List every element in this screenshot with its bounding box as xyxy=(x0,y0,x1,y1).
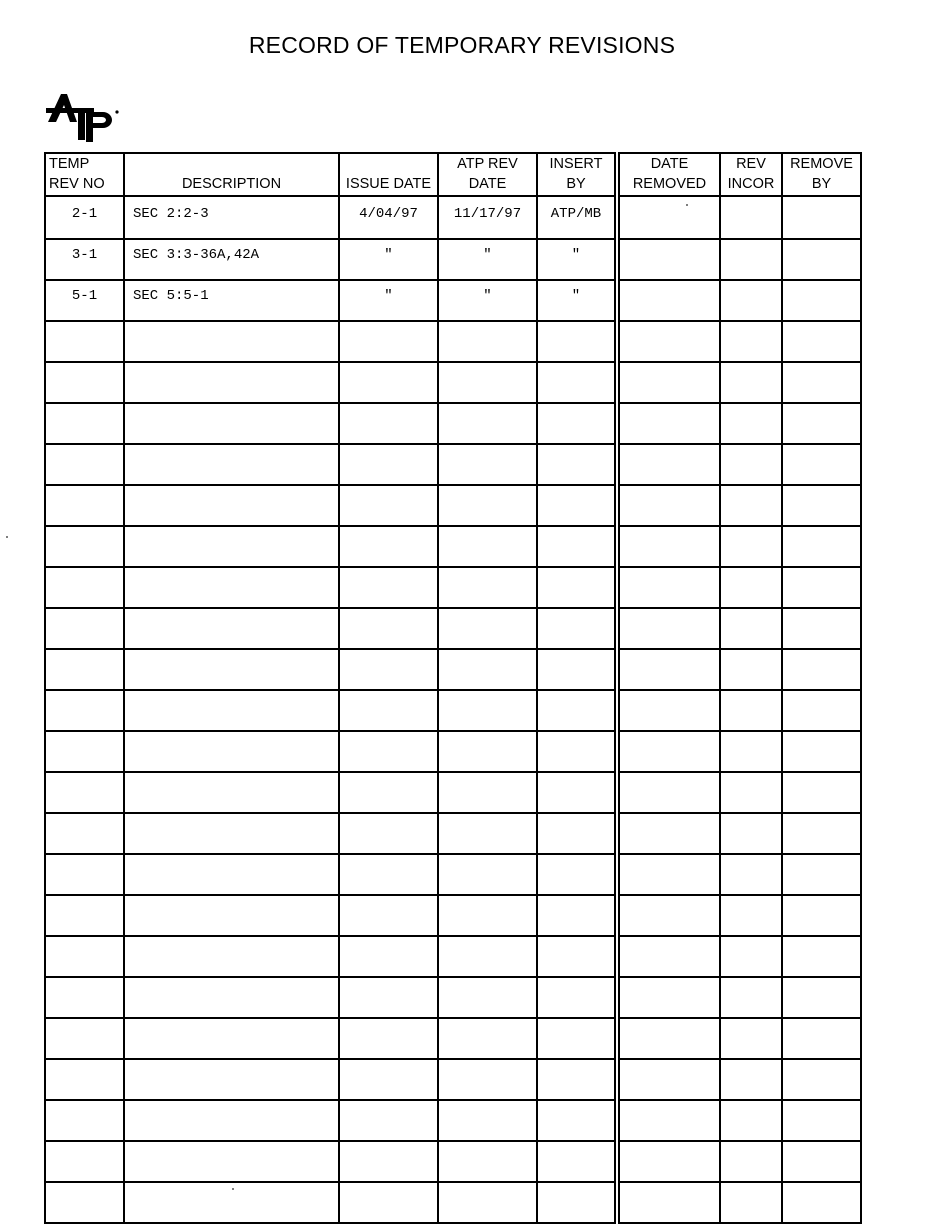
cell-issue-date xyxy=(339,526,438,567)
cell-temp-rev-no xyxy=(45,1059,124,1100)
cell-temp-rev-no xyxy=(45,608,124,649)
cell-issue-date xyxy=(339,895,438,936)
cell-rev-incor xyxy=(720,196,782,239)
cell-insert-by xyxy=(537,936,617,977)
table-row xyxy=(45,280,861,321)
cell-temp-rev-no xyxy=(45,1018,124,1059)
page-title: RECORD OF TEMPORARY REVISIONS xyxy=(248,32,676,58)
cell-issue-date xyxy=(339,1100,438,1141)
cell-date-removed xyxy=(617,1100,720,1141)
cell-rev-incor xyxy=(720,444,782,485)
cell-description xyxy=(124,772,339,813)
column-header-insert-by: INSERT BY xyxy=(537,153,617,196)
cell-description xyxy=(124,1018,339,1059)
cell-date-removed xyxy=(617,772,720,813)
cell-issue-date xyxy=(339,321,438,362)
cell-date-removed xyxy=(617,444,720,485)
cell-atp-rev-date: 11/17/97 xyxy=(438,196,537,239)
cell-issue-date xyxy=(339,1182,438,1223)
table-row xyxy=(45,895,861,936)
cell-date-removed xyxy=(617,649,720,690)
cell-issue-date xyxy=(339,1018,438,1059)
table-row xyxy=(45,444,861,485)
cell-date-removed xyxy=(617,977,720,1018)
table-row xyxy=(45,567,861,608)
cell-atp-rev-date xyxy=(438,1141,537,1182)
cell-issue-date xyxy=(339,362,438,403)
cell-insert-by xyxy=(537,977,617,1018)
column-header-remove-by: REMOVE BY xyxy=(782,153,861,196)
cell-issue-date xyxy=(339,772,438,813)
cell-issue-date xyxy=(339,608,438,649)
cell-remove-by xyxy=(782,321,861,362)
cell-insert-by xyxy=(537,321,617,362)
table-row xyxy=(45,608,861,649)
cell-remove-by xyxy=(782,772,861,813)
cell-remove-by xyxy=(782,1100,861,1141)
table-row xyxy=(45,1018,861,1059)
table-row xyxy=(45,196,861,239)
cell-description xyxy=(124,444,339,485)
cell-temp-rev-no xyxy=(45,649,124,690)
cell-remove-by xyxy=(782,936,861,977)
cell-issue-date xyxy=(339,444,438,485)
cell-date-removed xyxy=(617,1182,720,1223)
cell-date-removed xyxy=(617,608,720,649)
cell-remove-by xyxy=(782,977,861,1018)
cell-remove-by xyxy=(782,854,861,895)
cell-insert-by xyxy=(537,1141,617,1182)
cell-temp-rev-no: 2-1 xyxy=(45,196,124,239)
cell-description xyxy=(124,1059,339,1100)
cell-description xyxy=(124,977,339,1018)
scan-speck xyxy=(6,536,8,538)
cell-temp-rev-no xyxy=(45,936,124,977)
cell-insert-by xyxy=(537,772,617,813)
cell-rev-incor xyxy=(720,1100,782,1141)
cell-issue-date xyxy=(339,813,438,854)
cell-description xyxy=(124,608,339,649)
cell-remove-by xyxy=(782,567,861,608)
cell-rev-incor xyxy=(720,1018,782,1059)
cell-remove-by xyxy=(782,608,861,649)
table-row xyxy=(45,1182,861,1223)
cell-insert-by: " xyxy=(537,239,617,280)
table-row xyxy=(45,485,861,526)
cell-remove-by xyxy=(782,690,861,731)
cell-description xyxy=(124,567,339,608)
column-header-rev-incor: REV INCOR xyxy=(720,153,782,196)
atp-logo xyxy=(46,92,120,148)
cell-remove-by xyxy=(782,239,861,280)
cell-insert-by xyxy=(537,813,617,854)
cell-description xyxy=(124,936,339,977)
cell-issue-date xyxy=(339,977,438,1018)
cell-temp-rev-no xyxy=(45,485,124,526)
cell-insert-by xyxy=(537,1182,617,1223)
cell-remove-by xyxy=(782,1141,861,1182)
cell-insert-by xyxy=(537,608,617,649)
cell-description xyxy=(124,403,339,444)
cell-date-removed xyxy=(617,1059,720,1100)
cell-remove-by xyxy=(782,444,861,485)
cell-rev-incor xyxy=(720,362,782,403)
column-header-date-removed: DATE REMOVED xyxy=(617,153,720,196)
cell-remove-by xyxy=(782,895,861,936)
cell-remove-by xyxy=(782,1182,861,1223)
cell-rev-incor xyxy=(720,1141,782,1182)
scan-speck xyxy=(686,204,688,206)
cell-date-removed xyxy=(617,936,720,977)
cell-insert-by xyxy=(537,1100,617,1141)
cell-issue-date xyxy=(339,690,438,731)
cell-rev-incor xyxy=(720,772,782,813)
cell-atp-rev-date xyxy=(438,1018,537,1059)
cell-description xyxy=(124,690,339,731)
cell-atp-rev-date xyxy=(438,895,537,936)
cell-remove-by xyxy=(782,280,861,321)
cell-issue-date xyxy=(339,567,438,608)
cell-issue-date xyxy=(339,485,438,526)
cell-atp-rev-date xyxy=(438,813,537,854)
cell-rev-incor xyxy=(720,977,782,1018)
cell-atp-rev-date xyxy=(438,321,537,362)
cell-insert-by xyxy=(537,731,617,772)
cell-temp-rev-no xyxy=(45,444,124,485)
cell-temp-rev-no xyxy=(45,1182,124,1223)
cell-insert-by xyxy=(537,403,617,444)
table-row xyxy=(45,731,861,772)
cell-rev-incor xyxy=(720,403,782,444)
cell-rev-incor xyxy=(720,1182,782,1223)
cell-date-removed xyxy=(617,1141,720,1182)
cell-rev-incor xyxy=(720,485,782,526)
cell-remove-by xyxy=(782,731,861,772)
cell-date-removed xyxy=(617,567,720,608)
cell-date-removed xyxy=(617,731,720,772)
cell-atp-rev-date xyxy=(438,485,537,526)
cell-atp-rev-date xyxy=(438,772,537,813)
cell-temp-rev-no xyxy=(45,526,124,567)
cell-atp-rev-date xyxy=(438,854,537,895)
cell-atp-rev-date xyxy=(438,649,537,690)
cell-description xyxy=(124,321,339,362)
cell-remove-by xyxy=(782,196,861,239)
cell-rev-incor xyxy=(720,690,782,731)
temporary-revisions-table xyxy=(44,152,862,1224)
cell-temp-rev-no xyxy=(45,813,124,854)
cell-atp-rev-date xyxy=(438,936,537,977)
cell-remove-by xyxy=(782,403,861,444)
cell-temp-rev-no xyxy=(45,362,124,403)
cell-description xyxy=(124,485,339,526)
table-row xyxy=(45,1059,861,1100)
cell-date-removed xyxy=(617,403,720,444)
cell-rev-incor xyxy=(720,280,782,321)
cell-date-removed xyxy=(617,854,720,895)
cell-rev-incor xyxy=(720,608,782,649)
cell-issue-date: " xyxy=(339,239,438,280)
cell-rev-incor xyxy=(720,239,782,280)
cell-insert-by xyxy=(537,362,617,403)
cell-atp-rev-date xyxy=(438,1182,537,1223)
cell-insert-by xyxy=(537,526,617,567)
cell-description xyxy=(124,731,339,772)
cell-insert-by xyxy=(537,444,617,485)
cell-insert-by: " xyxy=(537,280,617,321)
scan-speck xyxy=(232,1188,234,1190)
table-row xyxy=(45,854,861,895)
cell-rev-incor xyxy=(720,321,782,362)
cell-atp-rev-date xyxy=(438,444,537,485)
cell-description xyxy=(124,649,339,690)
table-row xyxy=(45,936,861,977)
cell-insert-by xyxy=(537,485,617,526)
cell-remove-by xyxy=(782,649,861,690)
cell-description: SEC 3:3-36A,42A xyxy=(124,239,339,280)
cell-remove-by xyxy=(782,485,861,526)
cell-description xyxy=(124,854,339,895)
cell-issue-date xyxy=(339,1141,438,1182)
table-row xyxy=(45,649,861,690)
cell-description xyxy=(124,526,339,567)
cell-date-removed xyxy=(617,1018,720,1059)
cell-description xyxy=(124,1100,339,1141)
table-row xyxy=(45,403,861,444)
cell-rev-incor xyxy=(720,813,782,854)
cell-date-removed xyxy=(617,362,720,403)
column-header-issue-date: ISSUE DATE xyxy=(339,153,438,196)
cell-temp-rev-no xyxy=(45,977,124,1018)
cell-rev-incor xyxy=(720,567,782,608)
table-row xyxy=(45,977,861,1018)
cell-atp-rev-date xyxy=(438,731,537,772)
cell-date-removed xyxy=(617,526,720,567)
cell-issue-date xyxy=(339,403,438,444)
cell-remove-by xyxy=(782,1018,861,1059)
cell-date-removed xyxy=(617,196,720,239)
cell-temp-rev-no: 3-1 xyxy=(45,239,124,280)
cell-insert-by xyxy=(537,1059,617,1100)
cell-temp-rev-no xyxy=(45,854,124,895)
cell-description xyxy=(124,813,339,854)
cell-remove-by xyxy=(782,526,861,567)
cell-rev-incor xyxy=(720,649,782,690)
cell-atp-rev-date xyxy=(438,690,537,731)
cell-temp-rev-no xyxy=(45,731,124,772)
cell-temp-rev-no: 5-1 xyxy=(45,280,124,321)
header-row xyxy=(45,153,861,196)
table-row xyxy=(45,1141,861,1182)
cell-remove-by xyxy=(782,362,861,403)
cell-description xyxy=(124,895,339,936)
table-row xyxy=(45,1100,861,1141)
cell-insert-by: ATP/MB xyxy=(537,196,617,239)
cell-date-removed xyxy=(617,485,720,526)
cell-insert-by xyxy=(537,854,617,895)
table-row xyxy=(45,239,861,280)
cell-temp-rev-no xyxy=(45,690,124,731)
table-row xyxy=(45,813,861,854)
cell-issue-date xyxy=(339,1059,438,1100)
cell-issue-date xyxy=(339,936,438,977)
cell-atp-rev-date xyxy=(438,403,537,444)
cell-atp-rev-date xyxy=(438,1100,537,1141)
cell-date-removed xyxy=(617,895,720,936)
cell-temp-rev-no xyxy=(45,1100,124,1141)
cell-description xyxy=(124,362,339,403)
table-row xyxy=(45,362,861,403)
cell-insert-by xyxy=(537,895,617,936)
cell-atp-rev-date: " xyxy=(438,280,537,321)
table-row xyxy=(45,321,861,362)
cell-temp-rev-no xyxy=(45,772,124,813)
cell-date-removed xyxy=(617,690,720,731)
cell-description: SEC 2:2-3 xyxy=(124,196,339,239)
cell-atp-rev-date xyxy=(438,977,537,1018)
cell-issue-date xyxy=(339,854,438,895)
cell-rev-incor xyxy=(720,854,782,895)
cell-description xyxy=(124,1141,339,1182)
cell-insert-by xyxy=(537,567,617,608)
cell-rev-incor xyxy=(720,526,782,567)
column-header-temp-rev-no: TEMP REV NO xyxy=(45,153,124,196)
cell-temp-rev-no xyxy=(45,403,124,444)
cell-issue-date xyxy=(339,731,438,772)
cell-temp-rev-no xyxy=(45,1141,124,1182)
cell-temp-rev-no xyxy=(45,895,124,936)
cell-atp-rev-date xyxy=(438,608,537,649)
cell-issue-date: " xyxy=(339,280,438,321)
cell-description: SEC 5:5-1 xyxy=(124,280,339,321)
column-header-description: DESCRIPTION xyxy=(124,153,339,196)
cell-insert-by xyxy=(537,649,617,690)
cell-rev-incor xyxy=(720,731,782,772)
table-row xyxy=(45,690,861,731)
cell-temp-rev-no xyxy=(45,321,124,362)
cell-atp-rev-date xyxy=(438,1059,537,1100)
cell-date-removed xyxy=(617,813,720,854)
cell-issue-date xyxy=(339,649,438,690)
cell-rev-incor xyxy=(720,936,782,977)
table-row xyxy=(45,772,861,813)
cell-atp-rev-date xyxy=(438,526,537,567)
column-header-atp-rev-date: ATP REV DATE xyxy=(438,153,537,196)
cell-issue-date: 4/04/97 xyxy=(339,196,438,239)
cell-insert-by xyxy=(537,1018,617,1059)
cell-temp-rev-no xyxy=(45,567,124,608)
cell-atp-rev-date xyxy=(438,362,537,403)
cell-atp-rev-date: " xyxy=(438,239,537,280)
cell-date-removed xyxy=(617,321,720,362)
cell-atp-rev-date xyxy=(438,567,537,608)
cell-rev-incor xyxy=(720,895,782,936)
cell-remove-by xyxy=(782,1059,861,1100)
cell-date-removed xyxy=(617,280,720,321)
cell-remove-by xyxy=(782,813,861,854)
cell-insert-by xyxy=(537,690,617,731)
cell-date-removed xyxy=(617,239,720,280)
cell-rev-incor xyxy=(720,1059,782,1100)
table-row xyxy=(45,526,861,567)
